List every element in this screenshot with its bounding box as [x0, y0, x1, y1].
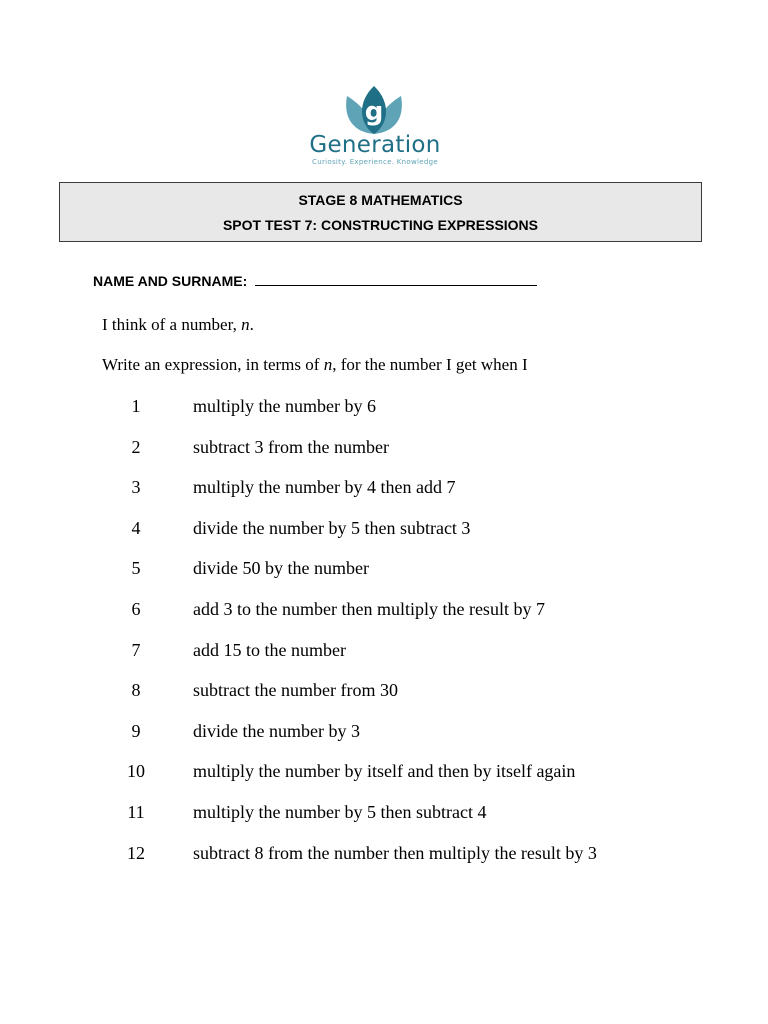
question-item: [0, 638, 768, 666]
question-number: 7: [131, 639, 141, 660]
question-item: [0, 435, 768, 463]
question-text: multiply the number by itself and then by itself again: [193, 761, 576, 782]
intro-line-2-prefix: Write an expression, in terms of: [102, 355, 324, 374]
name-label: NAME AND SURNAME:: [93, 273, 248, 289]
question-item: [0, 841, 768, 869]
question-item: [0, 719, 768, 747]
question-text: add 3 to the number then multiply the result by 7: [193, 599, 545, 619]
question-item: [0, 597, 768, 625]
question-text: add 15 to the number: [193, 639, 346, 660]
question-text: multiply the number by 4 then add 7: [193, 477, 456, 498]
question-number: 6: [131, 599, 141, 619]
question-item: [0, 394, 768, 422]
question-text: divide the number by 5 then subtract 3: [193, 517, 471, 538]
question-number: 9: [131, 720, 141, 741]
question-number: 3: [131, 477, 141, 498]
intro-line-1: [102, 314, 254, 336]
intro-variable-2: n: [323, 355, 333, 374]
question-number: 11: [127, 802, 145, 822]
question-text: divide 50 by the number: [193, 558, 369, 579]
question-text: multiply the number by 5 then subtract 4: [193, 802, 487, 822]
question-number: 5: [131, 558, 141, 579]
intro-line-1-prefix: I think of a number,: [102, 315, 242, 334]
name-row: [93, 270, 537, 291]
lotus-logo-icon: [341, 84, 407, 136]
question-number: 1: [131, 396, 141, 416]
question-text: subtract 3 from the number: [193, 436, 389, 457]
intro-line-2-suffix: , for the number I get when I: [332, 355, 528, 374]
logo-wordmark: Generation: [309, 132, 441, 158]
question-number: 8: [131, 680, 141, 701]
intro-line-1-suffix: .: [249, 315, 254, 334]
question-number: 10: [127, 761, 145, 782]
generation-logo: [300, 84, 450, 170]
question-item: [0, 800, 768, 828]
question-item: [0, 556, 768, 584]
name-answer-line[interactable]: [255, 270, 537, 286]
question-text: divide the number by 3: [193, 720, 360, 741]
question-item: [0, 475, 768, 503]
test-title: SPOT TEST 7: CONSTRUCTING EXPRESSIONS: [222, 217, 539, 233]
question-item: [0, 516, 768, 544]
logo-tagline: Curiosity. Experience. Knowledge: [312, 158, 438, 166]
question-text: multiply the number by 6: [193, 396, 376, 416]
question-text: subtract the number from 30: [193, 680, 398, 701]
question-text: subtract 8 from the number then multiply the result by 3: [193, 842, 597, 863]
question-number: 12: [127, 842, 145, 863]
question-number: 2: [131, 436, 141, 457]
test-header-box: [59, 182, 702, 242]
intro-variable: n: [241, 315, 250, 334]
intro-line-2: [102, 354, 528, 376]
stage-title: STAGE 8 MATHEMATICS: [298, 192, 463, 208]
question-number: 4: [131, 517, 141, 538]
logo-letter: g: [364, 97, 384, 127]
question-item: [0, 678, 768, 706]
question-item: [0, 759, 768, 787]
